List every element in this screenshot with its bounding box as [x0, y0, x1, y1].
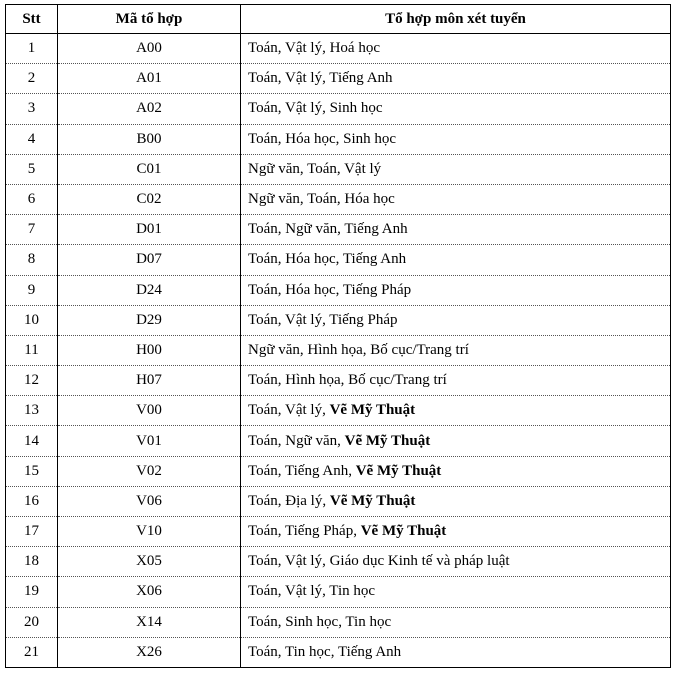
subjects-text: Toán, Tiếng Anh, [248, 462, 356, 479]
row-subjects [241, 34, 671, 64]
row-subjects [241, 456, 671, 486]
row-combination-code: C02 [58, 184, 241, 214]
row-combination-code: A02 [58, 94, 241, 124]
row-stt: 4 [6, 124, 58, 154]
header-subject-combination: Tổ hợp môn xét tuyển [241, 5, 671, 34]
header-combination-code: Mã tổ hợp [58, 5, 241, 34]
table-row [6, 486, 671, 516]
subjects-emphasis: Vẽ Mỹ Thuật [360, 523, 447, 540]
row-stt: 12 [6, 366, 58, 396]
row-subjects [241, 184, 671, 214]
subjects-text: Toán, Vật lý, Sinh học [248, 100, 383, 117]
row-combination-code: V00 [58, 396, 241, 426]
row-combination-code: X06 [58, 577, 241, 607]
row-stt: 20 [6, 607, 58, 637]
row-combination-code: V02 [58, 456, 241, 486]
row-stt: 2 [6, 64, 58, 94]
row-stt: 16 [6, 486, 58, 516]
subjects-text: Toán, Vật lý, Tiếng Anh [248, 70, 393, 87]
row-subjects [241, 335, 671, 365]
table-row [6, 607, 671, 637]
row-subjects [241, 154, 671, 184]
subjects-emphasis: Vẽ Mỹ Thuật [329, 492, 416, 509]
admission-combinations-table [5, 4, 671, 668]
row-stt: 18 [6, 547, 58, 577]
table-row [6, 637, 671, 667]
row-subjects [241, 94, 671, 124]
table-row [6, 577, 671, 607]
row-subjects [241, 275, 671, 305]
row-stt: 19 [6, 577, 58, 607]
subjects-text: Toán, Vật lý, Giáo dục Kinh tế và pháp luật [248, 553, 510, 570]
header-stt: Stt [6, 5, 58, 34]
row-combination-code: X05 [58, 547, 241, 577]
row-subjects [241, 245, 671, 275]
table-row [6, 456, 671, 486]
table-row [6, 275, 671, 305]
subjects-text: Ngữ văn, Toán, Vật lý [248, 160, 382, 177]
row-subjects [241, 64, 671, 94]
table-row [6, 64, 671, 94]
table-row [6, 184, 671, 214]
row-combination-code: D24 [58, 275, 241, 305]
header-row [6, 5, 671, 34]
table-row [6, 366, 671, 396]
row-subjects [241, 547, 671, 577]
row-subjects [241, 607, 671, 637]
row-combination-code: D01 [58, 215, 241, 245]
table-row [6, 396, 671, 426]
row-stt: 21 [6, 637, 58, 667]
row-stt: 14 [6, 426, 58, 456]
row-combination-code: X14 [58, 607, 241, 637]
row-subjects [241, 124, 671, 154]
subjects-text: Toán, Địa lý, [248, 492, 330, 509]
row-subjects [241, 366, 671, 396]
row-subjects [241, 426, 671, 456]
subjects-text: Toán, Ngữ văn, Tiếng Anh [248, 221, 408, 238]
row-stt: 6 [6, 184, 58, 214]
subjects-text: Toán, Tiếng Pháp, [248, 523, 361, 540]
row-combination-code: H00 [58, 335, 241, 365]
row-combination-code: A00 [58, 34, 241, 64]
row-combination-code: B00 [58, 124, 241, 154]
subjects-text: Toán, Vật lý, Tiếng Pháp [248, 311, 398, 328]
subjects-text: Toán, Vật lý, Hoá học [248, 40, 380, 57]
row-combination-code: V06 [58, 486, 241, 516]
table-row [6, 94, 671, 124]
row-stt: 9 [6, 275, 58, 305]
row-subjects [241, 637, 671, 667]
row-stt: 15 [6, 456, 58, 486]
row-combination-code: A01 [58, 64, 241, 94]
row-combination-code: V01 [58, 426, 241, 456]
subjects-text: Toán, Vật lý, [248, 402, 330, 419]
row-subjects [241, 517, 671, 547]
table-row [6, 215, 671, 245]
row-stt: 5 [6, 154, 58, 184]
subjects-text: Toán, Vật lý, Tin học [248, 583, 376, 600]
subjects-text: Ngữ văn, Toán, Hóa học [248, 191, 395, 208]
table-row [6, 154, 671, 184]
row-subjects [241, 305, 671, 335]
subjects-emphasis: Vẽ Mỹ Thuật [344, 432, 431, 449]
row-stt: 11 [6, 335, 58, 365]
row-stt: 7 [6, 215, 58, 245]
table-row [6, 547, 671, 577]
row-subjects [241, 486, 671, 516]
row-subjects [241, 577, 671, 607]
subjects-text: Toán, Hóa học, Tiếng Anh [248, 251, 407, 268]
subjects-text: Toán, Ngữ văn, [248, 432, 345, 449]
row-combination-code: H07 [58, 366, 241, 396]
subjects-emphasis: Vẽ Mỹ Thuật [355, 462, 442, 479]
row-subjects [241, 215, 671, 245]
subjects-text: Toán, Hóa học, Sinh học [248, 130, 397, 147]
subjects-text: Toán, Hình họa, Bố cục/Trang trí [248, 372, 447, 389]
table-row [6, 335, 671, 365]
row-combination-code: C01 [58, 154, 241, 184]
subjects-text: Toán, Hóa học, Tiếng Pháp [248, 281, 412, 298]
row-combination-code: D29 [58, 305, 241, 335]
table-row [6, 305, 671, 335]
table-row [6, 34, 671, 64]
table-row [6, 245, 671, 275]
subjects-text: Toán, Tin học, Tiếng Anh [248, 643, 402, 660]
row-combination-code: X26 [58, 637, 241, 667]
row-stt: 13 [6, 396, 58, 426]
row-stt: 1 [6, 34, 58, 64]
subjects-text: Ngữ văn, Hình họa, Bố cục/Trang trí [248, 341, 469, 358]
row-stt: 3 [6, 94, 58, 124]
subjects-emphasis: Vẽ Mỹ Thuật [329, 402, 416, 419]
table-row [6, 517, 671, 547]
row-stt: 10 [6, 305, 58, 335]
row-combination-code: D07 [58, 245, 241, 275]
row-stt: 17 [6, 517, 58, 547]
row-subjects [241, 396, 671, 426]
row-combination-code: V10 [58, 517, 241, 547]
row-stt: 8 [6, 245, 58, 275]
table-row [6, 124, 671, 154]
table-row [6, 426, 671, 456]
subjects-text: Toán, Sinh học, Tin học [248, 613, 392, 630]
